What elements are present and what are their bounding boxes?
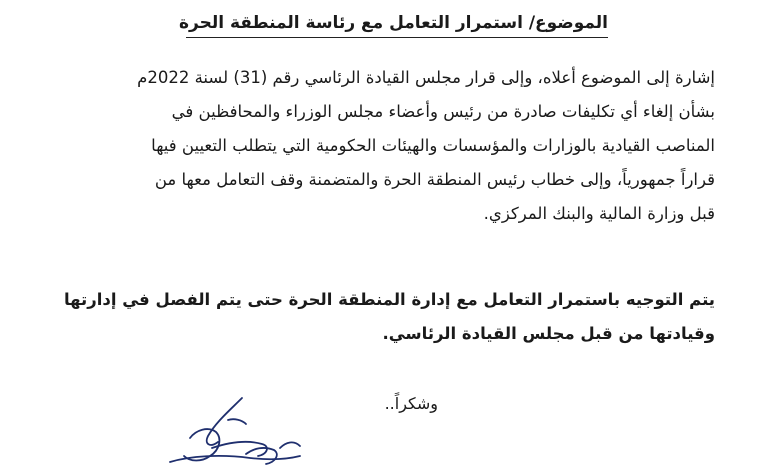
subject-heading: الموضوع/ استمرار التعامل مع رئاسة المنطقة الحرة bbox=[178, 13, 608, 33]
body-paragraph-1 bbox=[35, 61, 715, 231]
subject-underline bbox=[186, 37, 608, 38]
paragraph-line: وقيادتها من قبل مجلس القيادة الرئاسي. bbox=[382, 324, 715, 343]
paragraph-line: قبل وزارة المالية والبنك المركزي. bbox=[483, 204, 715, 223]
paragraph-line: يتم التوجيه باستمرار التعامل مع إدارة المنطقة الحرة حتى يتم الفصل في إدارتها bbox=[63, 290, 715, 309]
closing-text: وشكراً.. bbox=[384, 394, 438, 413]
paragraph-line: قراراً جمهورياً، وإلى خطاب رئيس المنطقة الحرة والمتضمنة وقف التعامل معها من bbox=[154, 170, 715, 189]
body-paragraph-2 bbox=[35, 283, 715, 351]
signature-image bbox=[150, 390, 320, 470]
paragraph-line: بشأن إلغاء أي تكليفات صادرة من رئيس وأعضاء مجلس الوزراء والمحافظين في bbox=[171, 102, 715, 121]
paragraph-line: إشارة إلى الموضوع أعلاه، وإلى قرار مجلس القيادة الرئاسي رقم (31) لسنة 2022م bbox=[137, 68, 715, 87]
paragraph-line: المناصب القيادية بالوزارات والمؤسسات والهيئات الحكومية التي يتطلب التعيين فيها bbox=[151, 136, 715, 155]
